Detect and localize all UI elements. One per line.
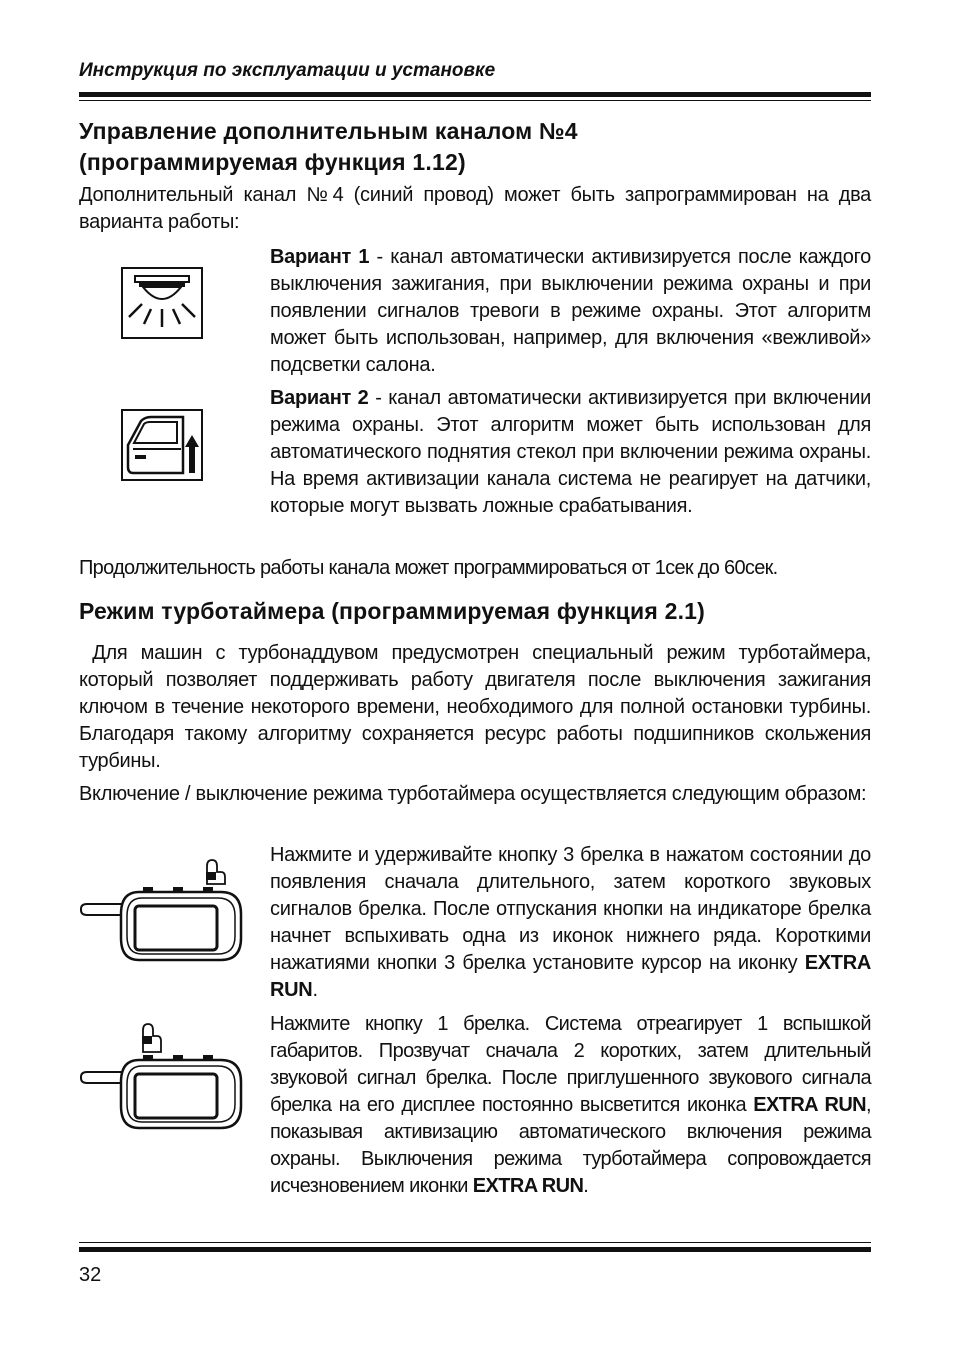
ceiling-lamp-icon — [121, 267, 203, 344]
variant-1-label: Вариант 1 — [270, 246, 370, 268]
title-line-2: (программируемая функция 1.12) — [79, 149, 466, 175]
section-title-channel-4 — [79, 116, 578, 178]
turbo-step-2 — [270, 1011, 871, 1200]
turbo-step-1 — [270, 842, 871, 1004]
variant-2-paragraph — [270, 385, 871, 520]
variant-2-label: Вариант 2 — [270, 387, 369, 409]
extra-run-label-2: EXTRA RUN — [753, 1094, 867, 1116]
extra-run-label-3: EXTRA RUN — [472, 1175, 584, 1197]
variant-2-text: - канал автоматически активизируется при включении режима охраны. Этот алгоритм может быть использован для автоматического поднятия стекол при включении режима охраны. На время активизации канала система не реагирует на датчики, которые могут вызвать ложные срабатывания. — [270, 387, 871, 517]
key-fob-button-1-icon — [79, 1020, 243, 1135]
turbo-step-2-end: . — [583, 1175, 589, 1197]
footer-rule-thick — [79, 1247, 871, 1252]
title-line-1: Управление дополнительным каналом №4 — [79, 118, 578, 144]
channel-4-intro: Дополнительный канал №4 (синий провод) может быть запрограммирован на два варианта работы: — [79, 184, 871, 233]
turbo-step-2-text-a: Нажмите кнопку 1 брелка. Система отреагирует 1 вспышкой габаритов. Прозвучат сначала 2 коротких, затем длительный звуковой сигнал брелка. После приглушенного звукового сигнала брелка на его дисплее постоянно высветится иконка — [270, 1013, 871, 1116]
header-rule-thick — [79, 92, 871, 97]
car-door-window-up-icon — [121, 409, 203, 486]
channel-duration: Продолжительность работы канала может программироваться от 1сек до 60сек. — [79, 557, 778, 579]
turbo-step-1-end: . — [312, 979, 318, 1001]
turbo-intro: Для машин с турбонаддувом предусмотрен специальный режим турботаймера, который позволяет поддерживать работу двигателя после выключения зажигания ключом в течение некоторого времени, необходимого для полной остановки турбины. Благодаря такому алгоритму сохраняется ресурс работы подшипников скольжения турбины. — [79, 642, 877, 772]
footer-rule-thin — [79, 1242, 871, 1243]
running-header: Инструкция по эксплуатации и установке — [79, 60, 496, 81]
variant-1-text: - канал автоматически активизируется после каждого выключения зажигания, при выключении режима охраны и при появлении сигналов тревоги в режиме охраны. Этот алгоритм может быть использован, например, для включения «вежливой» подсветки салона. — [270, 246, 872, 376]
section-title-turbo-timer: Режим турботаймера (программируемая функция 2.1) — [79, 598, 706, 624]
turbo-enable-intro: Включение / выключение режима турботаймера осуществляется следующим образом: — [79, 783, 867, 805]
header-rule-thin — [79, 100, 871, 101]
extra-run-label-1: EXTRA RUN — [270, 952, 871, 1001]
page-number: 32 — [79, 1264, 102, 1286]
key-fob-button-3-icon — [79, 852, 243, 967]
turbo-step-2-text-b: , показывая активизацию автоматического включения режима охраны. Выключения режима турботаймера сопровождается исчезновением иконки — [270, 1094, 871, 1197]
variant-1-paragraph — [270, 244, 871, 379]
turbo-step-1-text: Нажмите и удерживайте кнопку 3 брелка в нажатом состоянии до появления сначала длительного, затем короткого звуковых сигналов брелка. После отпускания кнопки на индикаторе брелка начнет вспыхивать одна из иконок нижнего ряда. Короткими нажатиями кнопки 3 брелка установите курсор на иконку — [270, 844, 871, 974]
